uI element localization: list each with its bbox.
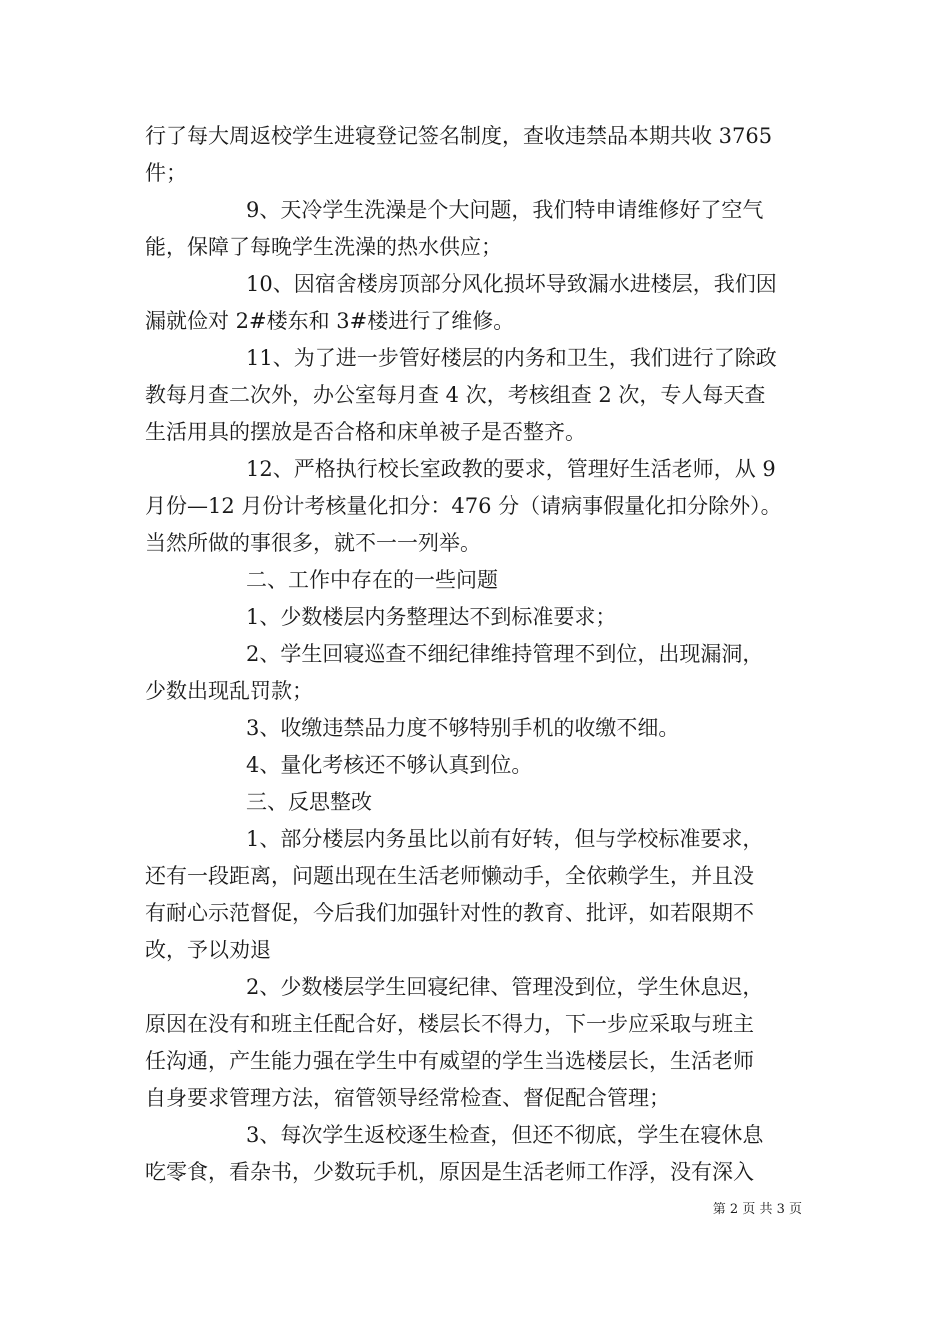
page-number: 第 2 页 共 3 页 [712, 1202, 802, 1217]
text-line: 件； [145, 161, 187, 185]
text-line: 自身要求管理方法，宿管领导经常检查、督促配合管理； [145, 1086, 670, 1110]
text-line: 少数出现乱罚款； [145, 679, 313, 703]
text-line: 3、收缴违禁品力度不够特别手机的收缴不细。 [246, 716, 680, 740]
text-line: 任沟通，产生能力强在学生中有威望的学生当选楼层长，生活老师 [145, 1049, 754, 1073]
section-heading: 二、工作中存在的一些问题 [246, 568, 498, 592]
text-line: 12、严格执行校长室政教的要求，管理好生活老师，从 9 [246, 457, 776, 481]
text-line: 还有一段距离，问题出现在生活老师懒动手，全依赖学生，并且没 [145, 864, 754, 888]
text-line: 4、量化考核还不够认真到位。 [246, 753, 533, 777]
text-line: 改，予以劝退 [145, 938, 271, 962]
text-line: 行了每大周返校学生进寝登记签名制度，查收违禁品本期共收 3765 [145, 124, 773, 148]
text-line: 9、天冷学生洗澡是个大问题，我们特申请维修好了空气 [246, 198, 764, 222]
text-line: 1、部分楼层内务虽比以前有好转，但与学校标准要求， [246, 827, 764, 851]
text-line: 1、少数楼层内务整理达不到标准要求； [246, 605, 617, 629]
text-line: 3、每次学生返校逐生检查，但还不彻底，学生在寝休息 [246, 1123, 764, 1147]
text-line: 2、学生回寝巡查不细纪律维持管理不到位，出现漏洞， [246, 642, 764, 666]
text-line: 2、少数楼层学生回寝纪律、管理没到位，学生休息迟， [246, 975, 764, 999]
text-line: 教每月查二次外，办公室每月查 4 次，考核组查 2 次，专人每天查 [145, 383, 766, 407]
text-line: 漏就俭对 2#楼东和 3#楼进行了维修。 [145, 309, 515, 333]
text-line: 11、为了进一步管好楼层的内务和卫生，我们进行了除政 [246, 346, 777, 370]
text-line: 10、因宿舍楼房顶部分风化损坏导致漏水进楼层，我们因 [246, 272, 777, 296]
text-line: 原因在没有和班主任配合好，楼层长不得力，下一步应采取与班主 [145, 1012, 754, 1036]
text-line: 月份—12 月份计考核量化扣分：476 分（请病事假量化扣分除外）。 [145, 494, 782, 518]
text-line: 有耐心示范督促，今后我们加强针对性的教育、批评，如若限期不 [145, 901, 754, 925]
section-heading: 三、反思整改 [246, 790, 372, 814]
text-line: 生活用具的摆放是否合格和床单被子是否整齐。 [145, 420, 586, 444]
text-line: 吃零食，看杂书，少数玩手机，原因是生活老师工作浮，没有深入 [145, 1160, 754, 1184]
text-line: 当然所做的事很多，就不一一列举。 [145, 531, 481, 555]
text-line: 能，保障了每晚学生洗澡的热水供应； [145, 235, 502, 259]
